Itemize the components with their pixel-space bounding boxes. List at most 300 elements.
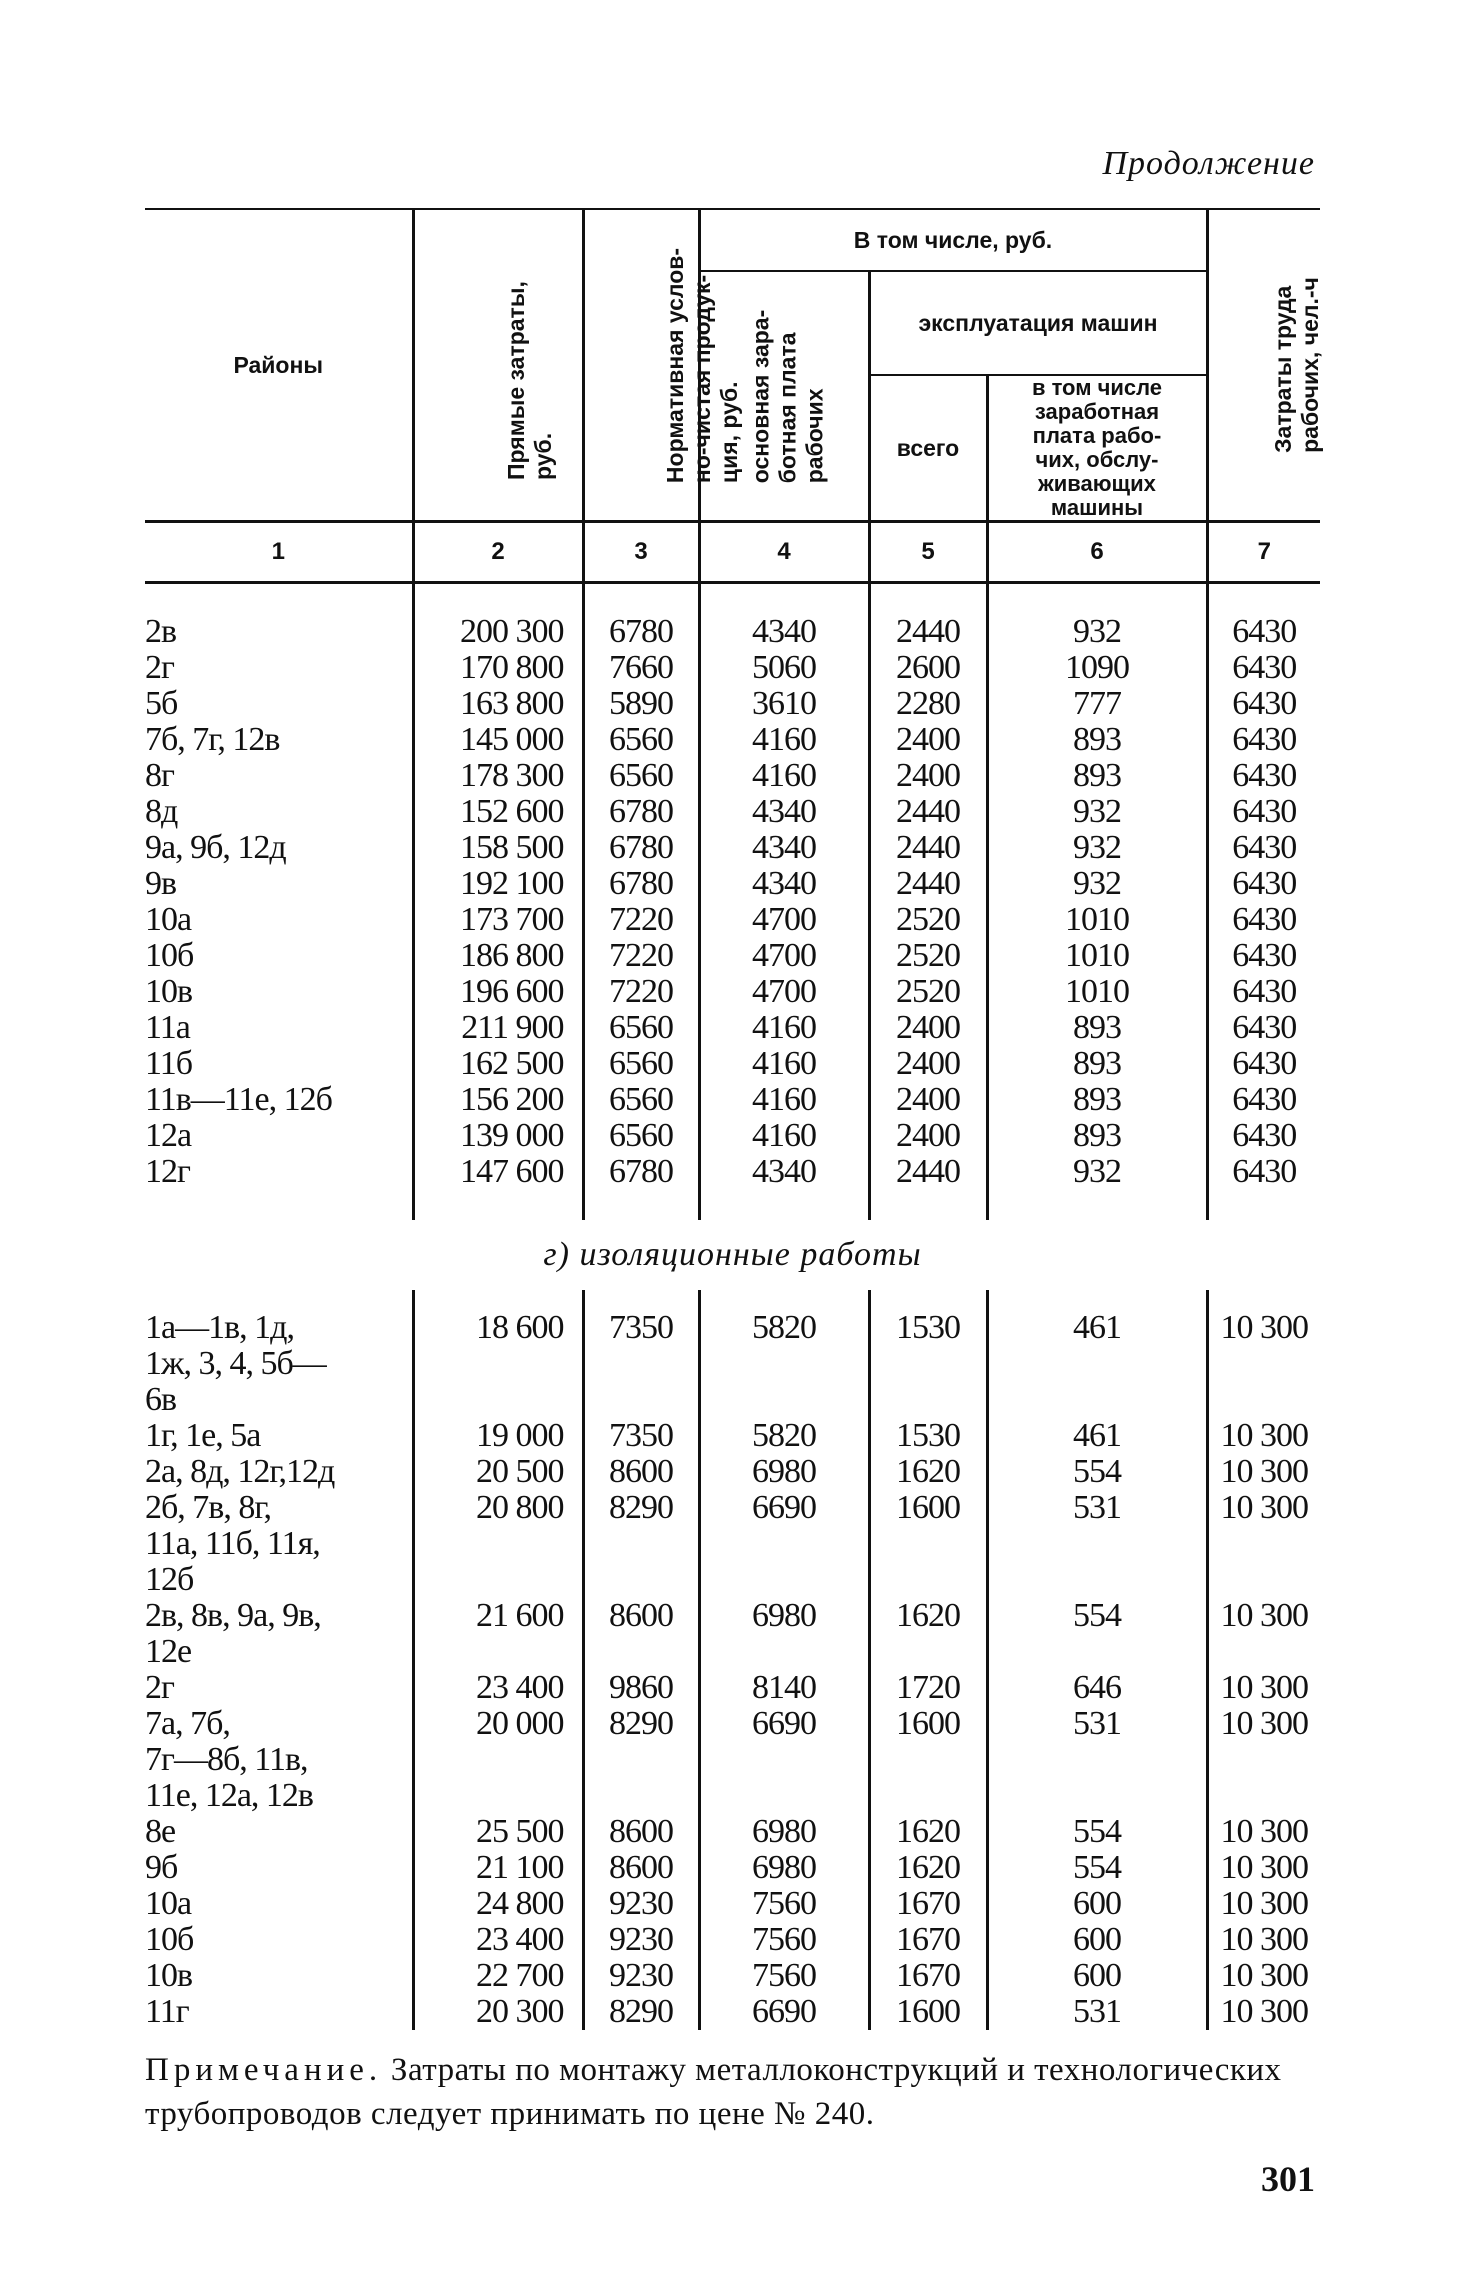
machine-total-cell: 1620 bbox=[869, 1814, 987, 1850]
machine-total-cell: 2440 bbox=[869, 830, 987, 866]
region-line: 1г, 1е, 5а bbox=[145, 1417, 261, 1454]
header-normative-line1: Нормативная услов- bbox=[661, 247, 688, 483]
region-cell bbox=[145, 1598, 413, 1670]
machine-total-cell: 2520 bbox=[869, 974, 987, 1010]
page-number: 301 bbox=[1261, 2159, 1315, 2199]
base-wage-cell: 4160 bbox=[699, 722, 869, 758]
col-num-3: 3 bbox=[583, 522, 699, 583]
region-line: 12б bbox=[145, 1561, 194, 1598]
section2-body bbox=[145, 1290, 1320, 2030]
direct-costs-cell: 162 500 bbox=[413, 1046, 583, 1082]
normative-output-cell: 5890 bbox=[583, 686, 699, 722]
base-wage-cell: 7560 bbox=[699, 1886, 869, 1922]
region-cell: 10в bbox=[145, 973, 193, 1010]
labor-cell: 6430 bbox=[1207, 758, 1320, 794]
region-cell bbox=[145, 1706, 413, 1814]
header-base-wage-line3: рабочих bbox=[800, 387, 827, 483]
col-num-5: 5 bbox=[869, 522, 987, 583]
base-wage-cell: 4160 bbox=[699, 1010, 869, 1046]
machine-total-cell: 2400 bbox=[869, 1010, 987, 1046]
normative-output-cell: 7220 bbox=[583, 938, 699, 974]
direct-costs-cell: 20 500 bbox=[413, 1454, 583, 1490]
labor-cell: 10 300 bbox=[1207, 1670, 1320, 1706]
machine-wage-cell: 461 bbox=[987, 1310, 1207, 1418]
spacer-cell bbox=[869, 583, 987, 615]
normative-output-cell: 7350 bbox=[583, 1310, 699, 1418]
labor-cell: 10 300 bbox=[1207, 1814, 1320, 1850]
spacer-cell bbox=[1207, 583, 1320, 615]
region-cell bbox=[145, 1418, 413, 1454]
region-cell: 12г bbox=[145, 1153, 190, 1190]
table-row bbox=[145, 1706, 1320, 1814]
labor-cell: 6430 bbox=[1207, 974, 1320, 1010]
direct-costs-cell: 178 300 bbox=[413, 758, 583, 794]
direct-costs-cell: 211 900 bbox=[413, 1010, 583, 1046]
base-wage-cell: 4160 bbox=[699, 1082, 869, 1118]
normative-output-cell: 8290 bbox=[583, 1706, 699, 1814]
labor-cell: 10 300 bbox=[1207, 1310, 1320, 1418]
spacer-cell bbox=[987, 1290, 1207, 1310]
spacer-cell bbox=[699, 583, 869, 615]
machine-total-cell: 2400 bbox=[869, 722, 987, 758]
table-row bbox=[145, 614, 1320, 650]
direct-costs-cell: 170 800 bbox=[413, 650, 583, 686]
table-row bbox=[145, 1670, 1320, 1706]
direct-costs-cell: 173 700 bbox=[413, 902, 583, 938]
table-row bbox=[145, 1814, 1320, 1850]
region-cell: 9а, 9б, 12д bbox=[145, 829, 286, 866]
spacer-cell bbox=[869, 1290, 987, 1310]
machine-wage-cell: 600 bbox=[987, 1958, 1207, 1994]
machine-wage-cell: 932 bbox=[987, 1154, 1207, 1190]
base-wage-cell: 4340 bbox=[699, 830, 869, 866]
base-wage-cell: 8140 bbox=[699, 1670, 869, 1706]
table-row bbox=[145, 722, 1320, 758]
direct-costs-cell: 145 000 bbox=[413, 722, 583, 758]
table-row bbox=[145, 830, 1320, 866]
direct-costs-cell: 18 600 bbox=[413, 1310, 583, 1418]
col-num-7: 7 bbox=[1207, 522, 1320, 583]
base-wage-cell: 4340 bbox=[699, 866, 869, 902]
table-row bbox=[145, 1118, 1320, 1154]
header-total: всего bbox=[869, 375, 987, 522]
base-wage-cell: 5060 bbox=[699, 650, 869, 686]
direct-costs-cell: 186 800 bbox=[413, 938, 583, 974]
table-row bbox=[145, 1922, 1320, 1958]
machine-total-cell: 2440 bbox=[869, 614, 987, 650]
table-row bbox=[145, 1418, 1320, 1454]
machine-wage-cell: 932 bbox=[987, 794, 1207, 830]
machine-total-cell: 2520 bbox=[869, 902, 987, 938]
normative-output-cell: 8600 bbox=[583, 1454, 699, 1490]
cost-table bbox=[145, 208, 1323, 2030]
base-wage-cell: 6690 bbox=[699, 1706, 869, 1814]
spacer-cell bbox=[145, 583, 413, 615]
normative-output-cell: 8290 bbox=[583, 1994, 699, 2030]
header-machine-wage-line1: в том числе bbox=[1031, 375, 1163, 400]
col-num-4: 4 bbox=[699, 522, 869, 583]
normative-output-cell: 8290 bbox=[583, 1490, 699, 1598]
machine-wage-cell: 1010 bbox=[987, 974, 1207, 1010]
header-base-wage-text bbox=[747, 309, 828, 483]
direct-costs-cell: 147 600 bbox=[413, 1154, 583, 1190]
region-cell bbox=[145, 1814, 413, 1850]
machine-wage-cell: 932 bbox=[987, 830, 1207, 866]
region-cell bbox=[145, 1454, 413, 1490]
table-row bbox=[145, 1310, 1320, 1418]
spacer-cell bbox=[1207, 1190, 1320, 1220]
header-normative-line2: но-чистая продук- bbox=[688, 274, 715, 483]
table-row bbox=[145, 1082, 1320, 1118]
normative-output-cell: 8600 bbox=[583, 1598, 699, 1670]
spacer-row bbox=[145, 1290, 1320, 1310]
region-cell: 11б bbox=[145, 1045, 193, 1082]
spacer-cell bbox=[413, 1290, 583, 1310]
machine-total-cell: 1670 bbox=[869, 1886, 987, 1922]
machine-wage-cell: 893 bbox=[987, 1046, 1207, 1082]
region-cell: 8д bbox=[145, 793, 178, 830]
spacer-row bbox=[145, 1190, 1320, 1220]
machine-wage-cell: 461 bbox=[987, 1418, 1207, 1454]
table-row bbox=[145, 1154, 1320, 1190]
header-direct-costs bbox=[413, 209, 583, 522]
machine-wage-cell: 1090 bbox=[987, 650, 1207, 686]
header-machine-wage-line3: плата рабо- bbox=[1032, 423, 1162, 448]
table-row bbox=[145, 938, 1320, 974]
machine-total-cell: 1600 bbox=[869, 1994, 987, 2030]
footnote-label: Примечание. bbox=[145, 2052, 383, 2088]
normative-output-cell: 7350 bbox=[583, 1418, 699, 1454]
region-line: 10а bbox=[145, 1885, 192, 1922]
header-machine-wage-line5: живающих bbox=[1038, 471, 1156, 496]
region-line: 2в, 8в, 9а, 9в, bbox=[145, 1597, 321, 1634]
header-machine-wage-line6: машины bbox=[1050, 495, 1144, 520]
machine-total-cell: 2440 bbox=[869, 1154, 987, 1190]
machine-total-cell: 1530 bbox=[869, 1310, 987, 1418]
machine-wage-cell: 554 bbox=[987, 1814, 1207, 1850]
region-cell: 10б bbox=[145, 937, 194, 974]
machine-total-cell: 1620 bbox=[869, 1850, 987, 1886]
base-wage-cell: 4160 bbox=[699, 1118, 869, 1154]
base-wage-cell: 6690 bbox=[699, 1490, 869, 1598]
machine-wage-cell: 600 bbox=[987, 1886, 1207, 1922]
normative-output-cell: 7220 bbox=[583, 974, 699, 1010]
machine-total-cell: 2400 bbox=[869, 1082, 987, 1118]
machine-wage-cell: 531 bbox=[987, 1706, 1207, 1814]
labor-cell: 10 300 bbox=[1207, 1454, 1320, 1490]
region-line: 7а, 7б, bbox=[145, 1705, 230, 1742]
machine-wage-cell: 1010 bbox=[987, 902, 1207, 938]
spacer-cell bbox=[699, 1190, 869, 1220]
region-line: 11е, 12а, 12в bbox=[145, 1777, 313, 1814]
spacer-row bbox=[145, 583, 1320, 615]
header-labor bbox=[1207, 209, 1323, 522]
base-wage-cell: 4340 bbox=[699, 614, 869, 650]
machine-wage-cell: 554 bbox=[987, 1598, 1207, 1670]
region-cell: 8г bbox=[145, 757, 174, 794]
direct-costs-cell: 20 800 bbox=[413, 1490, 583, 1598]
normative-output-cell: 6780 bbox=[583, 866, 699, 902]
normative-output-cell: 9230 bbox=[583, 1922, 699, 1958]
region-line: 6в bbox=[145, 1381, 177, 1418]
base-wage-cell: 7560 bbox=[699, 1958, 869, 1994]
machine-wage-cell: 932 bbox=[987, 866, 1207, 902]
table-row bbox=[145, 866, 1320, 902]
labor-cell: 6430 bbox=[1207, 650, 1320, 686]
machine-wage-cell: 531 bbox=[987, 1994, 1207, 2030]
header-regions: Районы bbox=[145, 209, 413, 522]
spacer-cell bbox=[145, 1190, 413, 1220]
normative-output-cell: 6560 bbox=[583, 758, 699, 794]
direct-costs-cell: 200 300 bbox=[413, 614, 583, 650]
machine-wage-cell: 554 bbox=[987, 1850, 1207, 1886]
table-row bbox=[145, 686, 1320, 722]
machine-wage-cell: 893 bbox=[987, 1082, 1207, 1118]
machine-total-cell: 2440 bbox=[869, 794, 987, 830]
machine-wage-cell: 531 bbox=[987, 1490, 1207, 1598]
spacer-cell bbox=[699, 1290, 869, 1310]
col-num-2: 2 bbox=[413, 522, 583, 583]
labor-cell: 6430 bbox=[1207, 794, 1320, 830]
machine-total-cell: 2400 bbox=[869, 758, 987, 794]
base-wage-cell: 4160 bbox=[699, 758, 869, 794]
direct-costs-cell: 163 800 bbox=[413, 686, 583, 722]
normative-output-cell: 9230 bbox=[583, 1958, 699, 1994]
table-row bbox=[145, 794, 1320, 830]
header-including: В том числе, руб. bbox=[699, 209, 1207, 271]
machine-total-cell: 1620 bbox=[869, 1598, 987, 1670]
region-cell bbox=[145, 1886, 413, 1922]
region-line: 9б bbox=[145, 1849, 178, 1886]
labor-cell: 6430 bbox=[1207, 722, 1320, 758]
base-wage-cell: 3610 bbox=[699, 686, 869, 722]
direct-costs-cell: 158 500 bbox=[413, 830, 583, 866]
labor-cell: 10 300 bbox=[1207, 1850, 1320, 1886]
region-line: 1а—1в, 1д, bbox=[145, 1309, 294, 1346]
section2-title: г) изоляционные работы bbox=[543, 1236, 922, 1273]
machine-total-cell: 1670 bbox=[869, 1958, 987, 1994]
base-wage-cell: 5820 bbox=[699, 1310, 869, 1418]
header-machine-operation: эксплуатация машин bbox=[869, 271, 1207, 375]
base-wage-cell: 4700 bbox=[699, 974, 869, 1010]
normative-output-cell: 8600 bbox=[583, 1814, 699, 1850]
machine-wage-cell: 1010 bbox=[987, 938, 1207, 974]
region-cell: 9в bbox=[145, 865, 177, 902]
footnote-text: Затраты по монтажу металлоконструкций и технологических трубопроводов следует принимать по цене № 240. bbox=[145, 2052, 1282, 2132]
machine-wage-cell: 893 bbox=[987, 1118, 1207, 1154]
labor-cell: 6430 bbox=[1207, 686, 1320, 722]
normative-output-cell: 7220 bbox=[583, 902, 699, 938]
normative-output-cell: 7660 bbox=[583, 650, 699, 686]
region-cell: 7б, 7г, 12в bbox=[145, 721, 280, 758]
labor-cell: 10 300 bbox=[1207, 1490, 1320, 1598]
labor-cell: 10 300 bbox=[1207, 1958, 1320, 1994]
header-labor-line1: Затраты труда bbox=[1269, 285, 1296, 453]
normative-output-cell: 6780 bbox=[583, 830, 699, 866]
direct-costs-cell: 196 600 bbox=[413, 974, 583, 1010]
machine-total-cell: 1720 bbox=[869, 1670, 987, 1706]
col-num-6: 6 bbox=[987, 522, 1207, 583]
labor-cell: 6430 bbox=[1207, 938, 1320, 974]
direct-costs-cell: 20 000 bbox=[413, 1706, 583, 1814]
base-wage-cell: 4160 bbox=[699, 1046, 869, 1082]
region-line: 11а, 11б, 11я, bbox=[145, 1525, 320, 1562]
header-base-wage-line1: основная зара- bbox=[746, 309, 773, 483]
labor-cell: 6430 bbox=[1207, 866, 1320, 902]
normative-output-cell: 6780 bbox=[583, 1154, 699, 1190]
region-line: 2б, 7в, 8г, bbox=[145, 1489, 271, 1526]
continued-label: Продолжение bbox=[1102, 145, 1315, 182]
base-wage-cell: 4340 bbox=[699, 794, 869, 830]
machine-wage-cell: 893 bbox=[987, 722, 1207, 758]
region-cell: 12а bbox=[145, 1117, 192, 1154]
region-line: 11г bbox=[145, 1993, 189, 2030]
region-cell bbox=[145, 1922, 413, 1958]
machine-wage-cell: 932 bbox=[987, 614, 1207, 650]
table-row bbox=[145, 1046, 1320, 1082]
labor-cell: 10 300 bbox=[1207, 1418, 1320, 1454]
machine-wage-cell: 893 bbox=[987, 1010, 1207, 1046]
section1-body bbox=[145, 583, 1320, 1221]
region-cell bbox=[145, 1310, 413, 1418]
header-machine-wage-line2: заработная bbox=[1034, 399, 1160, 424]
base-wage-cell: 6980 bbox=[699, 1598, 869, 1670]
region-line: 7г—8б, 11в, bbox=[145, 1741, 308, 1778]
direct-costs-cell: 22 700 bbox=[413, 1958, 583, 1994]
header-base-wage-line2: ботная плата bbox=[773, 331, 800, 483]
normative-output-cell: 6560 bbox=[583, 1010, 699, 1046]
table-row bbox=[145, 650, 1320, 686]
machine-total-cell: 1620 bbox=[869, 1454, 987, 1490]
normative-output-cell: 6780 bbox=[583, 614, 699, 650]
machine-total-cell: 1670 bbox=[869, 1922, 987, 1958]
labor-cell: 6430 bbox=[1207, 1046, 1320, 1082]
normative-output-cell: 6560 bbox=[583, 1118, 699, 1154]
region-cell: 2г bbox=[145, 649, 174, 686]
table-row bbox=[145, 1010, 1320, 1046]
region-line: 10в bbox=[145, 1957, 193, 1994]
header-direct-costs-text: Прямые затраты, руб. bbox=[502, 281, 556, 480]
spacer-cell bbox=[413, 1190, 583, 1220]
table-row bbox=[145, 1454, 1320, 1490]
direct-costs-cell: 23 400 bbox=[413, 1922, 583, 1958]
base-wage-cell: 4340 bbox=[699, 1154, 869, 1190]
spacer-cell bbox=[987, 583, 1207, 615]
labor-cell: 10 300 bbox=[1207, 1886, 1320, 1922]
machine-total-cell: 2440 bbox=[869, 866, 987, 902]
normative-output-cell: 8600 bbox=[583, 1850, 699, 1886]
machine-total-cell: 2400 bbox=[869, 1118, 987, 1154]
region-cell bbox=[145, 1958, 413, 1994]
region-cell: 11а bbox=[145, 1009, 190, 1046]
labor-cell: 10 300 bbox=[1207, 1994, 1320, 2030]
base-wage-cell: 7560 bbox=[699, 1922, 869, 1958]
region-line: 2а, 8д, 12г,12д bbox=[145, 1453, 335, 1490]
table-row bbox=[145, 1598, 1320, 1670]
machine-wage-cell: 600 bbox=[987, 1922, 1207, 1958]
machine-total-cell: 2600 bbox=[869, 650, 987, 686]
base-wage-cell: 6980 bbox=[699, 1850, 869, 1886]
machine-wage-cell: 554 bbox=[987, 1454, 1207, 1490]
base-wage-cell: 4700 bbox=[699, 938, 869, 974]
direct-costs-cell: 192 100 bbox=[413, 866, 583, 902]
spacer-cell bbox=[583, 1190, 699, 1220]
labor-cell: 10 300 bbox=[1207, 1922, 1320, 1958]
region-cell bbox=[145, 1670, 413, 1706]
machine-total-cell: 1530 bbox=[869, 1418, 987, 1454]
direct-costs-cell: 20 300 bbox=[413, 1994, 583, 2030]
region-line: 8е bbox=[145, 1813, 176, 1850]
header-normative-output bbox=[583, 209, 742, 522]
base-wage-cell: 6980 bbox=[699, 1454, 869, 1490]
header-labor-text bbox=[1269, 277, 1323, 453]
labor-cell: 10 300 bbox=[1207, 1598, 1320, 1670]
table-row bbox=[145, 758, 1320, 794]
machine-total-cell: 2280 bbox=[869, 686, 987, 722]
section2-title-row bbox=[145, 1220, 1320, 1290]
footnote bbox=[145, 2048, 1320, 2136]
header-normative-text bbox=[662, 247, 743, 482]
region-cell bbox=[145, 1490, 413, 1598]
table-row bbox=[145, 1958, 1320, 1994]
region-cell bbox=[145, 1850, 413, 1886]
labor-cell: 6430 bbox=[1207, 1118, 1320, 1154]
machine-wage-cell: 893 bbox=[987, 758, 1207, 794]
direct-costs-cell: 152 600 bbox=[413, 794, 583, 830]
labor-cell: 6430 bbox=[1207, 1010, 1320, 1046]
table-row bbox=[145, 902, 1320, 938]
spacer-cell bbox=[869, 1190, 987, 1220]
direct-costs-cell: 24 800 bbox=[413, 1886, 583, 1922]
machine-wage-cell: 646 bbox=[987, 1670, 1207, 1706]
direct-costs-cell: 21 600 bbox=[413, 1598, 583, 1670]
table-row bbox=[145, 1850, 1320, 1886]
base-wage-cell: 5820 bbox=[699, 1418, 869, 1454]
labor-cell: 10 300 bbox=[1207, 1706, 1320, 1814]
normative-output-cell: 6560 bbox=[583, 722, 699, 758]
spacer-cell bbox=[145, 1290, 413, 1310]
direct-costs-cell: 19 000 bbox=[413, 1418, 583, 1454]
header-normative-line3: ция, руб. bbox=[715, 380, 742, 483]
region-cell: 2в bbox=[145, 613, 177, 650]
machine-wage-cell: 777 bbox=[987, 686, 1207, 722]
col-num-1: 1 bbox=[145, 522, 413, 583]
machine-total-cell: 2520 bbox=[869, 938, 987, 974]
direct-costs-cell: 23 400 bbox=[413, 1670, 583, 1706]
direct-costs-cell: 25 500 bbox=[413, 1814, 583, 1850]
labor-cell: 6430 bbox=[1207, 830, 1320, 866]
machine-total-cell: 1600 bbox=[869, 1706, 987, 1814]
header-machine-wage-line4: чих, обслу- bbox=[1035, 447, 1159, 472]
direct-costs-cell: 21 100 bbox=[413, 1850, 583, 1886]
header-machine-wage bbox=[987, 375, 1207, 522]
region-cell: 10а bbox=[145, 901, 192, 938]
labor-cell: 6430 bbox=[1207, 614, 1320, 650]
column-numbers-row bbox=[145, 522, 1320, 583]
table-row bbox=[145, 1994, 1320, 2030]
normative-output-cell: 9860 bbox=[583, 1670, 699, 1706]
region-line: 2г bbox=[145, 1669, 174, 1706]
header-labor-line2: рабочих, чел.-ч bbox=[1296, 277, 1323, 453]
normative-output-cell: 6560 bbox=[583, 1082, 699, 1118]
base-wage-cell: 6980 bbox=[699, 1814, 869, 1850]
region-line: 1ж, 3, 4, 5б— bbox=[145, 1345, 326, 1382]
normative-output-cell: 9230 bbox=[583, 1886, 699, 1922]
spacer-cell bbox=[987, 1190, 1207, 1220]
normative-output-cell: 6560 bbox=[583, 1046, 699, 1082]
region-line: 12е bbox=[145, 1633, 192, 1670]
spacer-cell bbox=[583, 583, 699, 615]
